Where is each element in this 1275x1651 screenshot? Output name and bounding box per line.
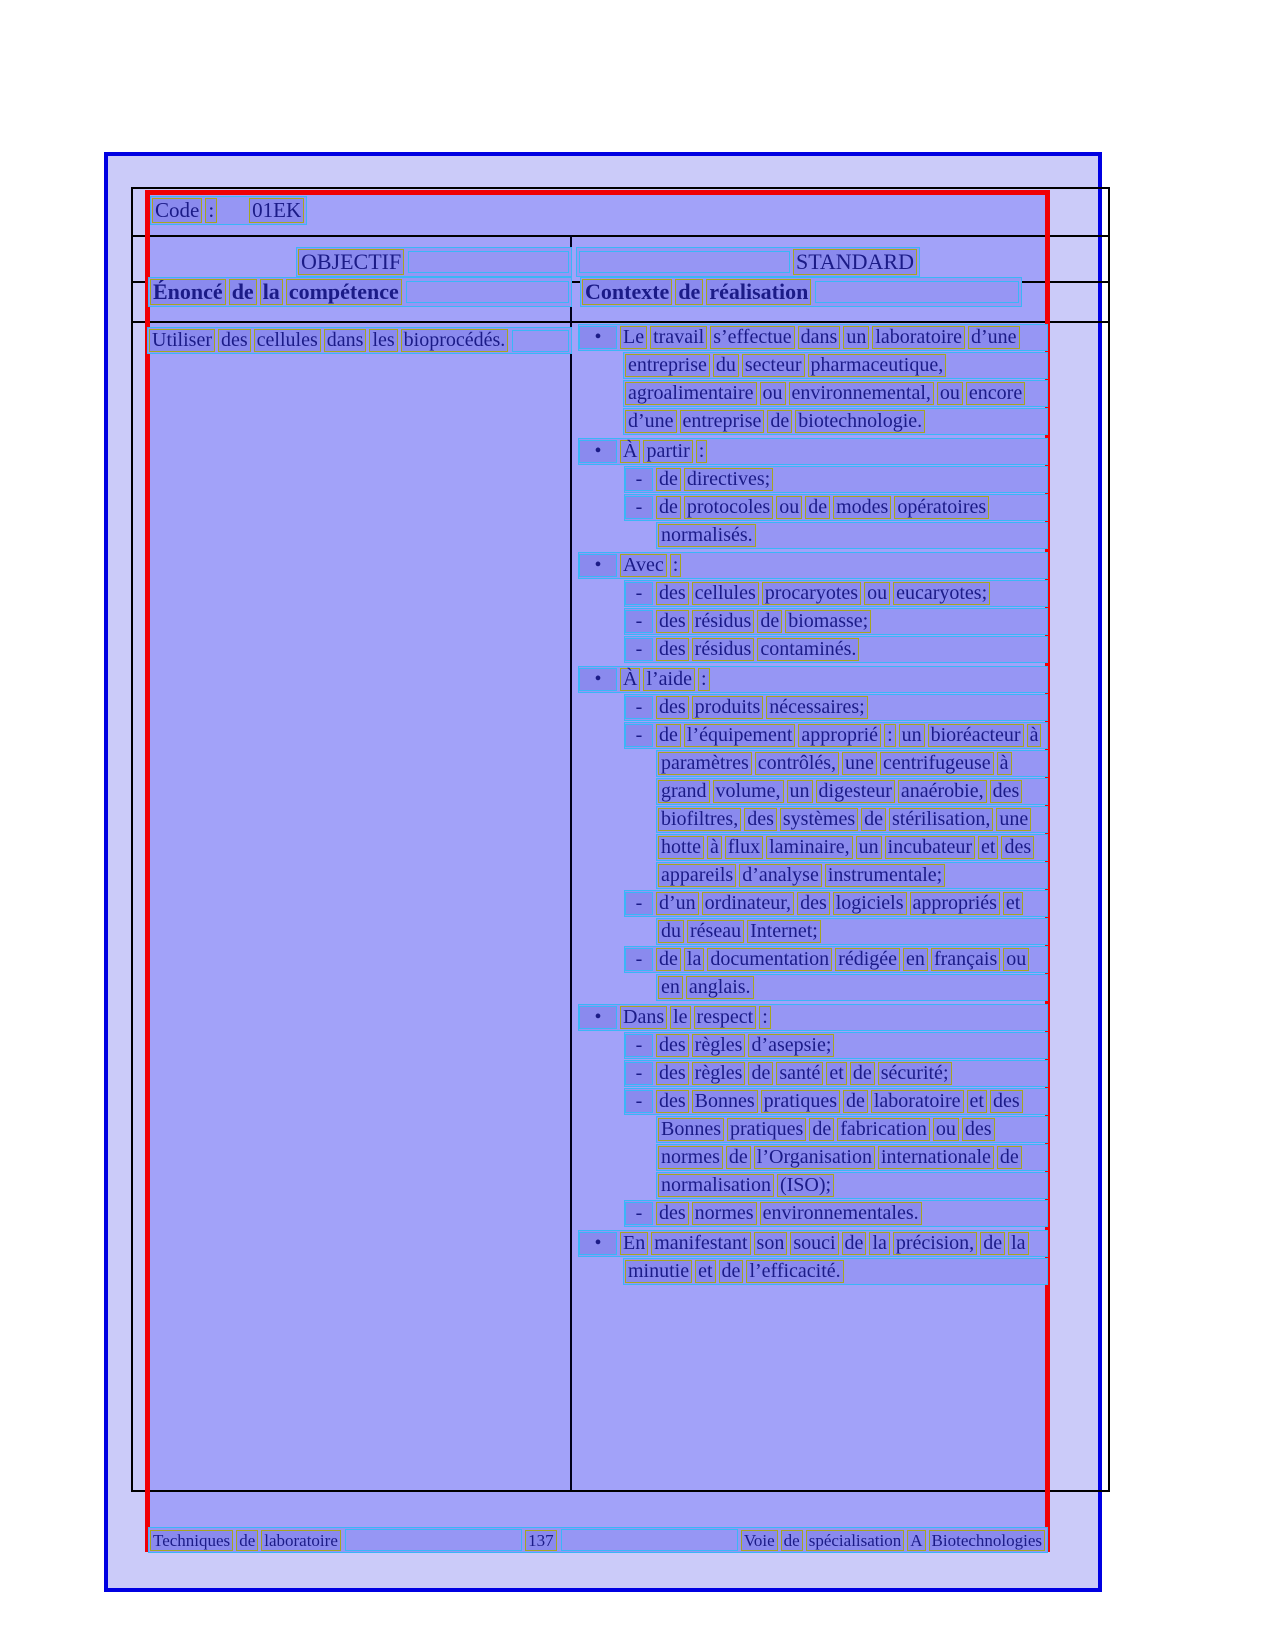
word-box: ou <box>864 582 890 605</box>
word-box: Avec <box>620 554 667 577</box>
word-box: normalisation <box>658 1174 774 1197</box>
dash-marker: - <box>625 610 653 633</box>
bullet-marker: • <box>579 668 617 691</box>
word-box: ordinateur, <box>702 892 794 915</box>
enonce-header <box>148 277 570 307</box>
word-box: bioprocédés. <box>401 329 509 352</box>
word-box: : <box>759 1006 771 1029</box>
word-box: des <box>656 638 689 661</box>
word-box: pharmaceutique, <box>808 354 947 377</box>
dash-marker: - <box>625 1034 653 1057</box>
dash-marker: - <box>625 1202 653 1225</box>
word-box: eucaryotes; <box>893 582 990 605</box>
word-box: de <box>850 1062 875 1085</box>
word-box: des <box>656 610 689 633</box>
word-box: partir <box>643 440 692 463</box>
word-box: l’efficacité. <box>746 1260 843 1283</box>
dash-marker: - <box>625 1062 653 1085</box>
word-box: la <box>1008 1232 1028 1255</box>
word-box: de <box>757 610 782 633</box>
word-box: français <box>931 948 1000 971</box>
word-box: rédigée <box>835 948 900 971</box>
bullet-marker: • <box>579 440 617 463</box>
text-line <box>578 666 1048 693</box>
word-box: de <box>236 1530 258 1551</box>
word-box: d’une <box>625 410 677 433</box>
word-box: Contexte <box>582 279 672 305</box>
word-box: de <box>656 496 681 519</box>
word-box: laminaire, <box>766 836 853 859</box>
dash-marker: - <box>625 582 653 605</box>
text-line <box>624 494 1048 521</box>
word-box: règles <box>692 1062 746 1085</box>
text-line <box>624 694 1048 721</box>
word-box: cellules <box>254 329 321 352</box>
word-box: : <box>698 668 710 691</box>
text-line <box>656 834 1048 861</box>
word-box: paramètres <box>658 752 752 775</box>
word-box: des <box>990 780 1023 803</box>
word-box: flux <box>725 836 763 859</box>
line-highlight-strip <box>512 330 569 352</box>
line-highlight-strip <box>406 281 569 303</box>
word-box: approprié <box>798 724 881 747</box>
word-box: systèmes <box>780 808 858 831</box>
word-box: l’aide <box>643 668 695 691</box>
word-box: de <box>748 1062 773 1085</box>
word-box: entreprise <box>680 410 765 433</box>
word-box: de <box>675 279 703 305</box>
word-box: OBJECTIF <box>298 249 404 275</box>
word-box: des <box>797 892 830 915</box>
word-box: de <box>719 1260 744 1283</box>
word-box: produits <box>692 696 764 719</box>
word-box: : <box>696 440 708 463</box>
word-box: En <box>620 1232 648 1255</box>
word-box: la <box>260 279 283 305</box>
word-box: procaryotes <box>762 582 861 605</box>
objectif-header <box>296 247 570 277</box>
word-box: environnemental, <box>789 382 934 405</box>
word-box: Code <box>152 198 202 223</box>
dash-marker: - <box>625 892 653 915</box>
word-box: l’équipement <box>684 724 796 747</box>
word-box: en <box>658 976 683 999</box>
word-box: en <box>903 948 928 971</box>
word-box: une <box>996 808 1031 831</box>
word-box: des <box>656 1202 689 1225</box>
word-box: sécurité; <box>878 1062 952 1085</box>
word-box: Voie <box>741 1530 778 1551</box>
word-box: normalisés. <box>658 524 756 547</box>
word-box: une <box>842 752 877 775</box>
word-box: les <box>369 329 397 352</box>
text-line <box>624 466 1048 493</box>
word-box: anglais. <box>686 976 754 999</box>
word-box: contrôlés, <box>755 752 839 775</box>
word-box: Bonnes <box>692 1090 758 1113</box>
line-highlight-strip <box>579 251 790 273</box>
dash-marker: - <box>625 696 653 719</box>
word-box: laboratoire <box>872 326 965 349</box>
word-box: et <box>695 1260 715 1283</box>
word-box: laboratoire <box>871 1090 964 1113</box>
word-box: d’une <box>968 326 1020 349</box>
word-box: de <box>997 1146 1022 1169</box>
word-box: à <box>1027 724 1042 747</box>
text-line <box>624 580 1048 607</box>
line-highlight-strip <box>345 1529 522 1551</box>
word-box: réalisation <box>706 279 811 305</box>
word-box: du <box>713 354 739 377</box>
line-highlight-strip <box>815 281 1019 303</box>
word-box: des <box>744 808 777 831</box>
word-box: documentation <box>707 948 832 971</box>
line-highlight-strip <box>561 1529 738 1551</box>
word-box: anaérobie, <box>898 780 987 803</box>
word-box: des <box>656 582 689 605</box>
enonce-text-line <box>148 277 572 307</box>
word-box: de <box>843 1090 868 1113</box>
word-box: Biotechnologies <box>929 1530 1045 1551</box>
word-box: fabrication <box>837 1118 930 1141</box>
footer-row <box>148 1527 1046 1553</box>
word-box: des <box>656 1034 689 1057</box>
dash-marker: - <box>625 638 653 661</box>
word-box: des <box>962 1118 995 1141</box>
text-line <box>656 522 1048 549</box>
word-box: minutie <box>625 1260 692 1283</box>
word-box: la <box>684 948 704 971</box>
line-highlight-strip <box>408 251 569 273</box>
word-box: précision, <box>893 1232 977 1255</box>
text-line <box>656 1116 1048 1143</box>
contexte-header <box>580 277 1020 307</box>
word-box: 01EK <box>249 198 304 223</box>
word-box: un <box>787 780 813 803</box>
objectif-text-line <box>296 247 572 277</box>
context-list <box>578 324 1048 1286</box>
word-box: volume, <box>713 780 784 803</box>
word-box: : <box>670 554 682 577</box>
word-box: agroalimentaire <box>625 382 757 405</box>
text-line <box>578 1230 1048 1257</box>
word-box: contaminés. <box>757 638 859 661</box>
word-box: secteur <box>742 354 805 377</box>
word-box: de <box>656 468 681 491</box>
word-box: son <box>754 1232 788 1255</box>
word-box: compétence <box>286 279 402 305</box>
word-box: des <box>656 696 689 719</box>
word-box: respect <box>694 1006 757 1029</box>
word-box: d’analyse <box>739 864 822 887</box>
text-line <box>623 408 1048 435</box>
word-box: stérilisation, <box>889 808 993 831</box>
word-box: de <box>980 1232 1005 1255</box>
bullet-marker: • <box>579 1232 617 1255</box>
word-box: le <box>670 1006 690 1029</box>
text-line <box>656 974 1048 1001</box>
text-line <box>656 1172 1048 1199</box>
word-box: Internet; <box>747 920 821 943</box>
bullet-marker: • <box>579 1006 617 1029</box>
word-box: ou <box>776 496 802 519</box>
word-box: logiciels <box>833 892 907 915</box>
word-box: un <box>899 724 925 747</box>
word-box: Utiliser <box>149 329 215 352</box>
bullet-marker: • <box>579 554 617 577</box>
text-line <box>624 890 1048 917</box>
word-box: À <box>620 440 640 463</box>
word-box: bioréacteur <box>928 724 1024 747</box>
dash-marker: - <box>625 724 653 747</box>
word-box: hotte <box>658 836 704 859</box>
word-box: digesteur <box>816 780 895 803</box>
text-line <box>656 806 1048 833</box>
word-box: ou <box>1003 948 1029 971</box>
text-line <box>656 778 1048 805</box>
code-text-line <box>150 196 307 225</box>
word-box: biotechnologie. <box>795 410 925 433</box>
word-box: de <box>781 1530 803 1551</box>
word-box: travail <box>650 326 707 349</box>
word-box: souci <box>790 1232 838 1255</box>
word-box: réseau <box>687 920 744 943</box>
word-box: pratiques <box>727 1118 806 1141</box>
word-box: encore <box>966 382 1025 405</box>
word-box: appropriés <box>910 892 1000 915</box>
word-box: et <box>967 1090 987 1113</box>
dash-marker: - <box>625 496 653 519</box>
word-box: un <box>843 326 869 349</box>
word-box: du <box>658 920 684 943</box>
word-box: des <box>990 1090 1023 1113</box>
word-box: dans <box>798 326 841 349</box>
word-box: l’Organisation <box>754 1146 875 1169</box>
word-box: Le <box>620 326 647 349</box>
word-box: centrifugeuse <box>880 752 994 775</box>
word-box: normes <box>692 1202 757 1225</box>
dash-marker: - <box>625 468 653 491</box>
word-box: des <box>656 1090 689 1113</box>
word-box: Dans <box>620 1006 667 1029</box>
word-box: de <box>767 410 792 433</box>
word-box: résidus <box>692 610 755 633</box>
word-box: modes <box>833 496 891 519</box>
word-box: laboratoire <box>261 1530 341 1551</box>
competence-text <box>147 327 570 354</box>
word-box: A <box>907 1530 925 1551</box>
word-box: incubateur <box>885 836 975 859</box>
word-box: Énoncé <box>150 279 226 305</box>
text-line <box>624 1088 1048 1115</box>
word-box: de <box>861 808 886 831</box>
text-line <box>578 1004 1048 1031</box>
word-box: ou <box>933 1118 959 1141</box>
text-line <box>624 946 1048 973</box>
word-box: des <box>656 1062 689 1085</box>
word-box: et <box>826 1062 846 1085</box>
text-line <box>578 552 1048 579</box>
text-line <box>656 918 1048 945</box>
word-box: À <box>620 668 640 691</box>
word-box: de <box>805 496 830 519</box>
word-box: internationale <box>878 1146 994 1169</box>
word-box: nécessaires; <box>766 696 868 719</box>
dash-marker: - <box>625 1090 653 1113</box>
text-line <box>624 608 1048 635</box>
word-box: de <box>656 948 681 971</box>
word-box: à <box>997 752 1012 775</box>
contexte-text-line <box>580 277 1022 307</box>
word-box: instrumentale; <box>825 864 945 887</box>
text-line <box>624 1060 1048 1087</box>
text-line <box>624 1032 1048 1059</box>
word-box: d’asepsie; <box>748 1034 834 1057</box>
word-box: STANDARD <box>793 249 917 275</box>
word-box: à <box>707 836 722 859</box>
text-line <box>624 722 1048 749</box>
word-box: la <box>869 1232 889 1255</box>
word-box: Techniques <box>150 1530 233 1551</box>
text-line <box>623 1258 1048 1285</box>
word-box: entreprise <box>625 354 710 377</box>
word-box: biofiltres, <box>658 808 741 831</box>
word-box: ou <box>937 382 963 405</box>
word-box: un <box>856 836 882 859</box>
word-box: dans <box>324 329 367 352</box>
word-box: de <box>842 1232 867 1255</box>
word-box: santé <box>776 1062 823 1085</box>
word-box: appareils <box>658 864 736 887</box>
word-box: pratiques <box>761 1090 840 1113</box>
word-box: opératoires <box>894 496 989 519</box>
word-box: biomasse; <box>785 610 871 633</box>
word-box: grand <box>658 780 710 803</box>
text-line <box>578 324 1048 351</box>
word-box: : <box>884 724 896 747</box>
word-box: de <box>656 724 681 747</box>
bullet-marker: • <box>579 326 617 349</box>
word-box: normes <box>658 1146 723 1169</box>
word-box: d’un <box>656 892 699 915</box>
text-line <box>656 1144 1048 1171</box>
word-box: cellules <box>692 582 759 605</box>
word-box: résidus <box>692 638 755 661</box>
footer-text-line <box>148 1527 1048 1553</box>
word-box: directives; <box>684 468 773 491</box>
dash-marker: - <box>625 948 653 971</box>
text-line <box>656 862 1048 889</box>
word-box: Bonnes <box>658 1118 724 1141</box>
word-box: de <box>229 279 257 305</box>
word-box: environnementales. <box>760 1202 922 1225</box>
text-line <box>656 750 1048 777</box>
word-box: spécialisation <box>806 1530 905 1551</box>
text-line <box>623 380 1048 407</box>
word-box: des <box>218 329 251 352</box>
word-box: et <box>1003 892 1023 915</box>
word-box: règles <box>692 1034 746 1057</box>
text-line <box>623 352 1048 379</box>
word-box: manifestant <box>651 1232 750 1255</box>
word-box: de <box>809 1118 834 1141</box>
text-line <box>578 438 1048 465</box>
code-row <box>150 196 307 225</box>
competence-text-line <box>147 327 572 354</box>
word-box: s’effectue <box>710 326 794 349</box>
word-box: des <box>1001 836 1034 859</box>
text-line <box>624 636 1048 663</box>
word-box: ou <box>760 382 786 405</box>
word-box: de <box>726 1146 751 1169</box>
word-box: 137 <box>525 1530 557 1551</box>
text-line <box>624 1200 1048 1227</box>
standard-header <box>576 247 918 277</box>
word-box: protocoles <box>684 496 773 519</box>
word-box: : <box>205 198 217 223</box>
standard-text-line <box>576 247 920 277</box>
word-box: et <box>978 836 998 859</box>
word-box: (ISO); <box>777 1174 834 1197</box>
